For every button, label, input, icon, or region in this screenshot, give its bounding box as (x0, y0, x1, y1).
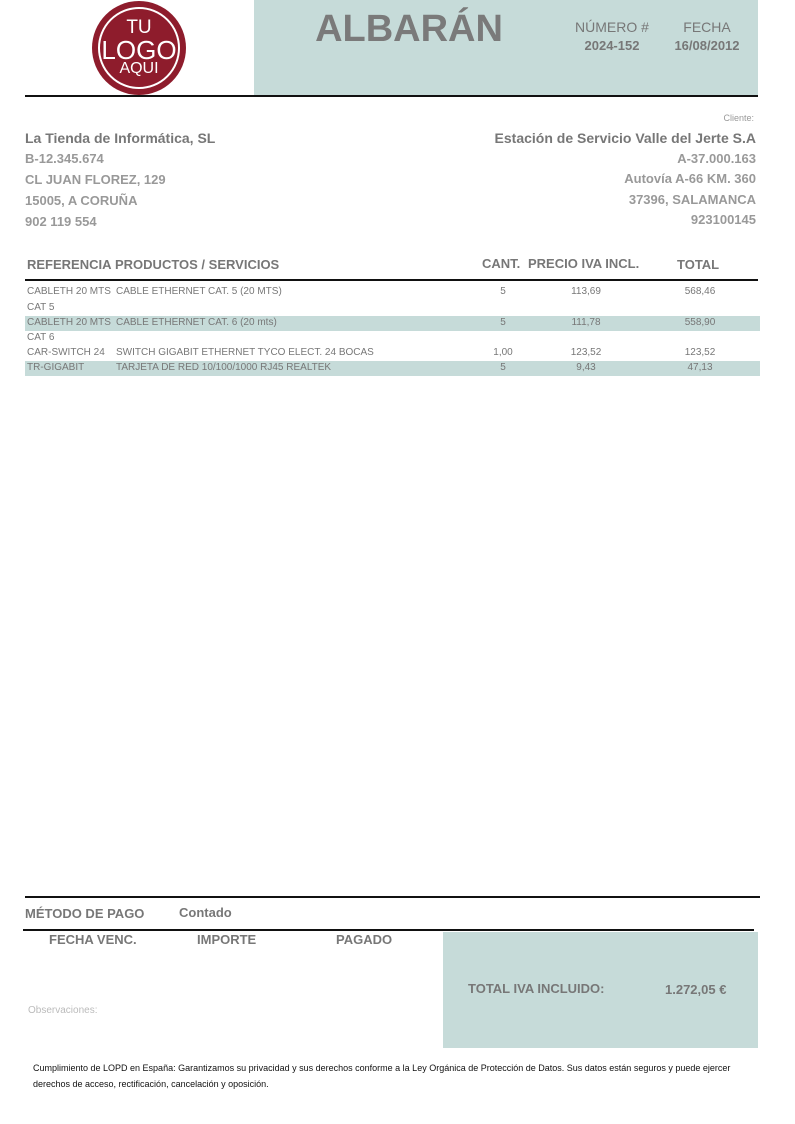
cliente-name: Estación de Servicio Valle del Jerte S.A (494, 130, 756, 146)
metodo-pago-value: Contado (179, 905, 232, 920)
cliente-phone: 923100145 (690, 212, 756, 227)
row-price: 113,69 (571, 286, 601, 297)
fecha-venc-label: FECHA VENC. (49, 932, 137, 947)
th-referencia: REFERENCIA (27, 257, 112, 272)
row-product: CABLE ETHERNET CAT. 6 (20 mts) (116, 317, 277, 328)
th-cantidad: CANT. (482, 256, 521, 271)
row-ref: TR-GIGABIT (27, 362, 85, 373)
row-ref-continuation: CAT 6 (27, 332, 55, 343)
metodo-pago-label: MÉTODO DE PAGO (25, 906, 145, 921)
row-total: 558,90 (684, 317, 716, 328)
table-row (25, 316, 760, 331)
footer-divider-bottom (23, 929, 754, 931)
table-row (25, 346, 760, 361)
header-divider (25, 95, 758, 97)
total-value: 1.272,05 € (665, 982, 727, 997)
logo-line-3: AQUI (119, 60, 159, 77)
row-price: 9,43 (576, 362, 596, 373)
cliente-block (400, 129, 756, 232)
row-qty: 5 (500, 286, 506, 297)
logo-line-1: TU (126, 17, 152, 38)
logo-line-2: LOGO (101, 35, 177, 65)
row-product: CABLE ETHERNET CAT. 5 (20 MTS) (116, 286, 282, 297)
cliente-label: Cliente: (723, 113, 754, 123)
row-ref-continuation: CAT 5 (27, 302, 55, 313)
pagado-label: PAGADO (336, 932, 393, 947)
footer-divider-top (25, 896, 760, 898)
emisor-phone: 902 119 554 (25, 214, 97, 229)
emisor-nif: B-12.345.674 (25, 151, 104, 166)
emisor-block (25, 129, 215, 234)
table-row (25, 361, 760, 376)
th-productos: PRODUCTOS / SERVICIOS (115, 257, 280, 272)
numero-label: NÚMERO # (575, 19, 649, 35)
cliente-nif: A-37.000.163 (677, 150, 756, 166)
row-total: 568,46 (684, 286, 716, 297)
table-header-divider (25, 279, 758, 281)
row-price: 111,78 (571, 317, 601, 328)
importe-label: IMPORTE (197, 932, 257, 947)
th-precio: PRECIO IVA INCL. (528, 256, 640, 271)
document-title: ALBARÁN (315, 8, 503, 50)
row-product: SWITCH GIGABIT ETHERNET TYCO ELECT. 24 BOCAS (116, 347, 374, 358)
row-price: 123,52 (570, 347, 602, 358)
th-total: TOTAL (677, 257, 720, 272)
fecha-label: FECHA (683, 19, 731, 35)
emisor-address: CL JUAN FLOREZ, 129 (25, 172, 166, 187)
fecha-value: 16/08/2012 (674, 38, 740, 53)
row-ref: CABLETH 20 MTS (27, 317, 111, 328)
row-qty: 5 (500, 317, 506, 328)
row-qty: 5 (500, 362, 506, 373)
numero-value: 2024-152 (584, 38, 640, 53)
row-total: 123,52 (684, 347, 716, 358)
row-ref: CAR-SWITCH 24 (27, 347, 105, 358)
company-logo (92, 1, 186, 95)
row-total: 47,13 (687, 362, 713, 373)
total-label: TOTAL IVA INCLUIDO: (468, 981, 605, 996)
lopd-line-2: derechos de acceso, rectificación, cancelación y oposición. (33, 1079, 269, 1089)
emisor-city: 15005, A CORUÑA (25, 193, 138, 208)
emisor-name: La Tienda de Informática, SL (25, 130, 216, 146)
lopd-notice (33, 1060, 758, 1092)
observaciones-label: Observaciones: (28, 1005, 98, 1016)
cliente-city: 37396, SALAMANCA (628, 191, 756, 207)
row-qty: 1,00 (493, 347, 513, 358)
lopd-line-1: Cumplimiento de LOPD en España: Garantizamos su privacidad y sus derechos conforme a la Ley Orgánica de Protección de Datos. Sus datos están seguros y puede ejercer (33, 1063, 731, 1073)
row-ref: CABLETH 20 MTS (27, 286, 111, 297)
row-product: TARJETA DE RED 10/100/1000 RJ45 REALTEK (116, 362, 332, 373)
table-row (25, 285, 760, 300)
cliente-address: Autovía A-66 KM. 360 (624, 171, 756, 186)
